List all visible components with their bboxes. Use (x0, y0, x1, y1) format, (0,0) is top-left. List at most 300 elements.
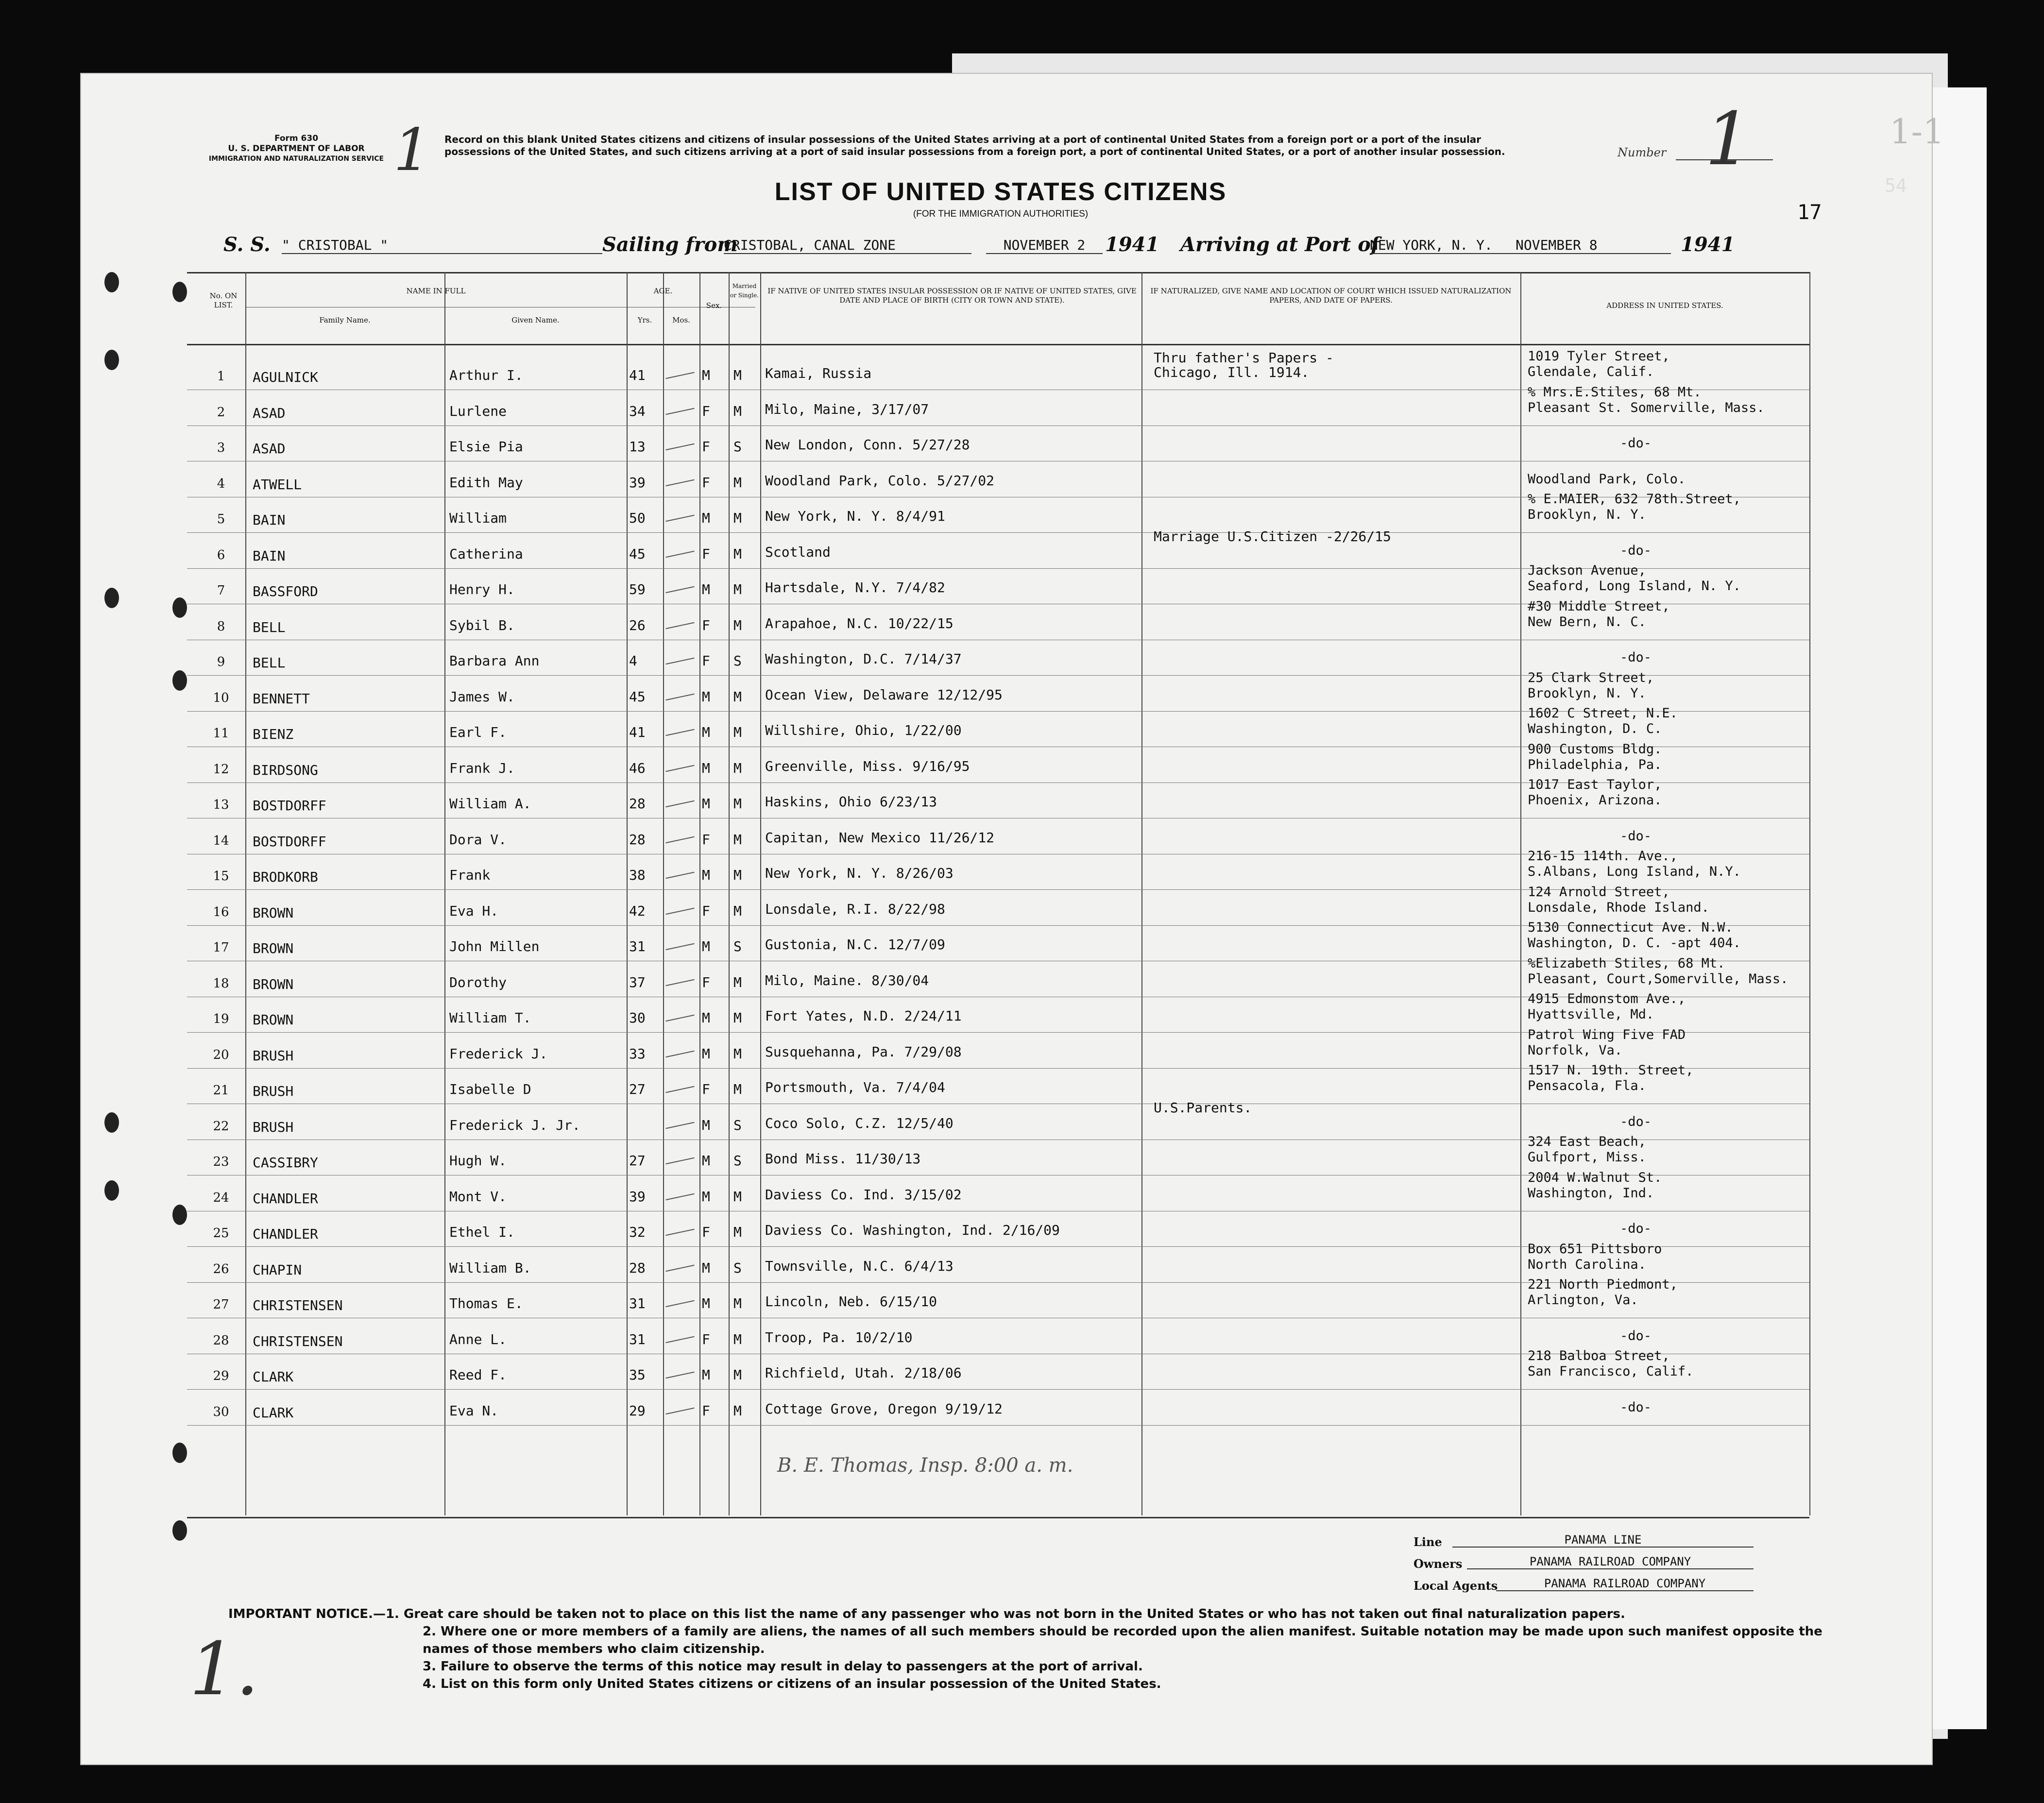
col-header-yrs: Yrs. (637, 316, 652, 324)
age-years: 34 (629, 403, 646, 419)
given-name: Dora V. (449, 832, 507, 848)
given-name: James W. (449, 689, 515, 705)
given-name: William T. (449, 1010, 531, 1026)
birth-place: Woodland Park, Colo. 5/27/02 (765, 473, 995, 489)
family-name: BELL (253, 619, 286, 635)
birth-place: Gustonia, N.C. 12/7/09 (765, 936, 945, 953)
family-name: CASSIBRY (253, 1155, 318, 1171)
age-years: 26 (629, 617, 646, 633)
given-name: Frederick J. (449, 1046, 548, 1062)
family-name: BROWN (253, 976, 294, 992)
address-line-2: Hyattsville, Md. (1528, 1007, 1654, 1022)
punch-hole (172, 670, 187, 691)
sex: M (702, 1367, 710, 1383)
age-years: 41 (629, 367, 646, 383)
address-line-2: Woodland Park, Colo. (1528, 472, 1686, 487)
address-line-2: Phoenix, Arizona. (1528, 793, 1662, 808)
address-line-2: Pleasant, Court,Somerville, Mass. (1528, 971, 1788, 987)
family-name: CHRISTENSEN (253, 1333, 343, 1349)
birth-place: New York, N. Y. 8/26/03 (765, 865, 954, 881)
sex: M (702, 938, 710, 954)
sex: M (702, 581, 710, 597)
col-divider (1520, 272, 1521, 1515)
family-name: CLARK (253, 1405, 294, 1421)
family-name: ATWELL (253, 476, 302, 493)
notice-1 (228, 1605, 1836, 1623)
col-header-age: AGE. (653, 287, 673, 295)
given-name: Eva H. (449, 903, 499, 919)
marital-status: M (733, 760, 742, 776)
col-divider (1809, 272, 1810, 1515)
family-name: BOSTDORFF (253, 833, 326, 850)
given-name: Isabelle D (449, 1081, 531, 1097)
address-line-1: % Mrs.E.Stiles, 68 Mt. (1528, 385, 1702, 400)
sex: M (702, 867, 710, 883)
family-name: BRODKORB (253, 869, 318, 885)
given-name: John Millen (449, 938, 540, 954)
form-header (199, 134, 393, 164)
family-name: BROWN (253, 1012, 294, 1028)
address-line-1: 221 North Piedmont, (1528, 1277, 1678, 1292)
row-number: 10 (213, 691, 229, 705)
age-years: 28 (629, 796, 646, 812)
address-line-2: Gulfport, Miss. (1528, 1150, 1646, 1165)
naturalization: Marriage U.S.Citizen -2/26/15 (1154, 528, 1391, 544)
address-line-2: Norfolk, Va. (1528, 1043, 1623, 1058)
birth-place: Daviess Co. Ind. 3/15/02 (765, 1187, 962, 1203)
sex: M (702, 510, 710, 526)
family-name: CHAPIN (253, 1262, 302, 1278)
marital-status: M (733, 974, 742, 990)
marital-status: S (733, 1117, 742, 1133)
address-line-2: -do- (1620, 1221, 1652, 1236)
row-number: 21 (213, 1083, 229, 1098)
intro-text: Record on this blank United States citizens and citizens of insular possessions of the United States arriving at a port of continental United States from a foreign port or a port of the insular possessions of the United States, and such citizens arriving at a port of said insular possessions from a foreign port, a port of continental United States, or a port of another insular possession. (444, 134, 1505, 157)
agents-label: Local Agents (1414, 1579, 1498, 1593)
age-years: 39 (629, 475, 646, 491)
sex: M (702, 1010, 710, 1026)
col-divider (760, 272, 761, 1515)
sex: F (702, 546, 710, 562)
birth-place: Milo, Maine. 8/30/04 (765, 972, 929, 988)
age-years: 28 (629, 1260, 646, 1276)
address-line-2: Brooklyn, N. Y. (1528, 507, 1646, 522)
family-name: BAIN (253, 548, 286, 564)
given-name: Edith May (449, 475, 523, 491)
sailing-from: CRISTOBAL, CANAL ZONE (724, 237, 971, 254)
birth-place: Portsmouth, Va. 7/4/04 (765, 1079, 945, 1095)
marital-status: S (733, 653, 742, 669)
given-name: Thomas E. (449, 1295, 523, 1311)
col-divider (444, 272, 445, 1515)
line-label: Line (1414, 1535, 1442, 1549)
naturalization: Thru father's Papers - (1154, 350, 1334, 366)
row-number: 24 (213, 1191, 229, 1205)
family-name: BELL (253, 655, 286, 671)
marital-status: S (733, 439, 742, 455)
family-name: CHANDLER (253, 1191, 318, 1207)
birth-place: Susquehanna, Pa. 7/29/08 (765, 1044, 962, 1060)
punch-hole (104, 588, 119, 608)
address-line-2: Washington, D. C. (1528, 721, 1662, 736)
given-name: Eva N. (449, 1403, 499, 1419)
marital-status: S (733, 938, 742, 954)
marital-status: M (733, 1295, 742, 1311)
age-years: 39 (629, 1189, 646, 1205)
birth-place: Capitan, New Mexico 11/26/12 (765, 830, 995, 846)
given-name: Earl F. (449, 724, 507, 740)
punch-hole (172, 1205, 187, 1225)
marital-status: M (733, 475, 742, 491)
birth-place: Willshire, Ohio, 1/22/00 (765, 722, 962, 738)
birth-place: Fort Yates, N.D. 2/24/11 (765, 1008, 962, 1024)
naturalization-2: Chicago, Ill. 1914. (1154, 364, 1310, 380)
address-line-1: 4915 Edmonstom Ave., (1528, 991, 1686, 1006)
given-name: Frank J. (449, 760, 515, 776)
family-name: BENNETT (253, 691, 310, 707)
given-name: Barbara Ann (449, 653, 540, 669)
age-years: 13 (629, 439, 646, 455)
family-name: BOSTDORFF (253, 798, 326, 814)
address-line-1: 900 Customs Bldg. (1528, 742, 1662, 757)
col-divider (1141, 272, 1142, 1515)
col-header-sex: Sex. (706, 301, 722, 310)
sex: F (702, 1224, 710, 1240)
marital-status: M (733, 1331, 742, 1347)
row-number: 12 (213, 762, 229, 777)
punch-hole (172, 597, 187, 618)
address-line-1: 1019 Tyler Street, (1528, 349, 1670, 364)
row-number: 17 (213, 940, 229, 955)
birth-place: Ocean View, Delaware 12/12/95 (765, 687, 1003, 703)
age-years: 46 (629, 760, 646, 776)
sex: F (702, 1403, 710, 1419)
given-name: Frank (449, 867, 491, 883)
age-years: 37 (629, 974, 646, 990)
given-name: Mont V. (449, 1189, 507, 1205)
address-line-2: New Bern, N. C. (1528, 614, 1646, 629)
sex: M (702, 689, 710, 705)
address-line-1: 218 Balboa Street, (1528, 1348, 1670, 1363)
marital-status: M (733, 1403, 742, 1419)
address-line-1: Jackson Avenue, (1528, 563, 1646, 578)
row-number: 29 (213, 1369, 229, 1383)
row-number: 14 (213, 833, 229, 848)
notice-3: 3. Failure to observe the terms of this notice may result in delay to passengers at the port of arrival. (423, 1659, 1143, 1674)
sex: F (702, 1081, 710, 1097)
given-name: Arthur I. (449, 367, 523, 383)
col-divider (245, 272, 246, 1515)
given-name: Sybil B. (449, 617, 515, 633)
row-number: 3 (217, 441, 225, 455)
marital-status: M (733, 1189, 742, 1205)
given-name: Henry H. (449, 581, 515, 597)
sex: F (702, 653, 710, 669)
given-name: William A. (449, 796, 531, 812)
birth-place: Washington, D.C. 7/14/37 (765, 651, 962, 667)
sailing-year: 1941 (1105, 233, 1159, 256)
footer-block (1414, 1535, 1812, 1603)
marital-status: M (733, 617, 742, 633)
col-header-mos: Mos. (672, 316, 690, 324)
owners-value: PANAMA RAILROAD COMPANY (1467, 1555, 1754, 1569)
marital-status: S (733, 1153, 742, 1169)
birth-place: Milo, Maine, 3/17/07 (765, 401, 929, 417)
row-number: 18 (213, 976, 229, 991)
sex: F (702, 1331, 710, 1347)
address-line-2: Pleasant St. Somerville, Mass. (1528, 400, 1765, 415)
age-years: 59 (629, 581, 646, 597)
arriving-label: Arriving at Port of (1180, 233, 1380, 256)
col-divider (729, 272, 730, 1515)
punch-hole (104, 272, 119, 292)
row-number: 4 (217, 476, 225, 491)
sex: F (702, 903, 710, 919)
col-header-family: Family Name. (319, 316, 371, 324)
given-name: Elsie Pia (449, 439, 523, 455)
row-number: 20 (213, 1048, 229, 1062)
line-value: PANAMA LINE (1452, 1533, 1754, 1548)
row-number: 5 (217, 512, 225, 527)
punch-hole (104, 350, 119, 370)
birth-place: Richfield, Utah. 2/18/06 (765, 1365, 962, 1381)
sex: M (702, 367, 710, 383)
family-name: BASSFORD (253, 583, 318, 599)
punch-hole (104, 1112, 119, 1133)
page-subtitle: (FOR THE IMMIGRATION AUTHORITIES) (913, 209, 1089, 219)
sex: F (702, 617, 710, 633)
arriving-year: 1941 (1681, 233, 1735, 256)
marital-status: M (733, 867, 742, 883)
arriving-port: NEW YORK, N. Y. (1370, 237, 1516, 254)
number-value: 1 (1705, 97, 1752, 182)
row-number: 30 (213, 1405, 229, 1419)
sex: M (702, 1153, 710, 1169)
address-line-2: Seaford, Long Island, N. Y. (1528, 578, 1741, 594)
sex: M (702, 724, 710, 740)
header-divider (187, 344, 1809, 345)
marital-status: M (733, 796, 742, 812)
marital-status: M (733, 903, 742, 919)
marital-status: M (733, 546, 742, 562)
marital-status: M (733, 1081, 742, 1097)
address-line-1: 1017 East Taylor, (1528, 777, 1662, 792)
marital-status: M (733, 510, 742, 526)
number-field (1618, 146, 1778, 165)
address-line-2: Lonsdale, Rhode Island. (1528, 900, 1709, 915)
birth-place: Scotland (765, 544, 831, 560)
marital-status: M (733, 367, 742, 383)
age-years: 31 (629, 1331, 646, 1347)
given-name: Reed F. (449, 1367, 507, 1383)
marital-status: M (733, 1046, 742, 1062)
marital-status: M (733, 581, 742, 597)
arriving-date: NOVEMBER 8 (1516, 237, 1671, 254)
row-number: 23 (213, 1155, 229, 1169)
address-line-2: Glendale, Calif. (1528, 364, 1654, 379)
age-years: 33 (629, 1046, 646, 1062)
birth-place: Lincoln, Neb. 6/15/10 (765, 1293, 937, 1310)
address-line-2: Washington, D. C. -apt 404. (1528, 936, 1741, 951)
margin-mark: 1. (189, 1627, 259, 1712)
birth-place: Haskins, Ohio 6/23/13 (765, 794, 937, 810)
col-header-address: ADDRESS IN UNITED STATES. (1606, 301, 1723, 310)
row-number: 28 (213, 1333, 229, 1348)
family-name: CHANDLER (253, 1226, 318, 1242)
punch-hole (172, 282, 187, 302)
marital-status: M (733, 1224, 742, 1240)
age-years: 27 (629, 1153, 646, 1169)
row-number: 1 (217, 369, 225, 384)
sailing-label: Sailing from (602, 233, 738, 256)
row-rule (187, 1389, 1809, 1390)
row-number: 9 (217, 655, 225, 669)
address-line-1: 1602 C Street, N.E. (1528, 706, 1678, 721)
sailing-date: NOVEMBER 2 (986, 237, 1103, 254)
col-header-given: Given Name. (511, 316, 560, 324)
agents-value: PANAMA RAILROAD COMPANY (1496, 1577, 1754, 1591)
marital-status: M (733, 403, 742, 419)
age-years: 31 (629, 1295, 646, 1311)
birth-place: Arapahoe, N.C. 10/22/15 (765, 615, 954, 631)
age-years: 32 (629, 1224, 646, 1240)
given-name: Frederick J. Jr. (449, 1117, 580, 1133)
address-line-2: -do- (1620, 543, 1652, 558)
birth-place: Coco Solo, C.Z. 12/5/40 (765, 1115, 954, 1131)
age-years: 42 (629, 903, 646, 919)
service-name: IMMIGRATION AND NATURALIZATION SERVICE (208, 155, 384, 163)
sex: F (702, 832, 710, 848)
row-rule (187, 425, 1809, 426)
row-number: 19 (213, 1012, 229, 1026)
birth-place: New London, Conn. 5/27/28 (765, 437, 970, 453)
sex: F (702, 475, 710, 491)
age-years: 35 (629, 1367, 646, 1383)
family-name: BIENZ (253, 726, 294, 742)
address-line-1: Box 651 Pittsboro (1528, 1242, 1662, 1257)
address-line-2: -do- (1620, 1114, 1652, 1129)
inspector-note: B. E. Thomas, Insp. 8:00 a. m. (777, 1454, 1073, 1477)
birth-place: Lonsdale, R.I. 8/22/98 (765, 901, 945, 917)
address-line-1: 5130 Connecticut Ave. N.W. (1528, 920, 1733, 935)
address-line-1: 324 East Beach, (1528, 1134, 1646, 1149)
marital-status: M (733, 689, 742, 705)
sex: M (702, 1117, 710, 1133)
birth-place: New York, N. Y. 8/4/91 (765, 508, 945, 524)
notice-1-text: —1. Great care should be taken not to place on this list the name of any passenger who was not born in the United States or who has not taken out final naturalization papers. (373, 1607, 1625, 1621)
birth-place: Kamai, Russia (765, 365, 872, 381)
address-line-2: Pensacola, Fla. (1528, 1078, 1646, 1093)
sex: F (702, 439, 710, 455)
row-number: 13 (213, 798, 229, 812)
row-number: 11 (213, 726, 229, 741)
address-line-2: Washington, Ind. (1528, 1186, 1654, 1201)
family-name: BROWN (253, 905, 294, 921)
address-line-2: Arlington, Va. (1528, 1293, 1638, 1308)
address-line-1: 216-15 114th. Ave., (1528, 849, 1678, 864)
form-mark: 1 (393, 117, 431, 184)
sex: M (702, 1260, 710, 1276)
col-divider (663, 272, 664, 1515)
age-years: 30 (629, 1010, 646, 1026)
notice-4: 4. List on this form only United States citizens or citizens of an insular possession of the United States. (423, 1677, 1161, 1691)
address-line-1: % E.MAIER, 632 78th.Street, (1528, 492, 1741, 507)
row-number: 6 (217, 548, 225, 562)
sex: M (702, 1046, 710, 1062)
sex: M (702, 796, 710, 812)
family-name: BAIN (253, 512, 286, 528)
row-number: 7 (217, 583, 225, 598)
given-name: Lurlene (449, 403, 507, 419)
row-number: 27 (213, 1297, 229, 1312)
corner-mark: 1-1 (1890, 112, 1944, 152)
sex: F (702, 974, 710, 990)
form-number: Form 630 (274, 134, 319, 143)
naturalization: U.S.Parents. (1154, 1100, 1252, 1116)
address-line-2: North Carolina. (1528, 1257, 1646, 1272)
row-number: 22 (213, 1119, 229, 1134)
owners-label: Owners (1414, 1557, 1463, 1571)
marital-status: M (733, 1010, 742, 1026)
notice-2: 2. Where one or more members of a family are aliens, the names of all such members should be recorded upon the alien manifest. Suitable notation may be made upon such manifest opposite the names of those members who claim citizenship. (423, 1624, 1823, 1656)
marital-status: M (733, 724, 742, 740)
col-header-married: Married or Single. (730, 283, 759, 299)
col-divider (627, 272, 628, 1515)
birth-place: Troop, Pa. 10/2/10 (765, 1329, 913, 1345)
sex: F (702, 403, 710, 419)
ship-name: " CRISTOBAL " (282, 237, 602, 254)
family-name: CHRISTENSEN (253, 1297, 343, 1313)
age-years: 45 (629, 689, 646, 705)
notice-title: IMPORTANT NOTICE. (228, 1607, 373, 1621)
age-years: 27 (629, 1081, 646, 1097)
address-line-2: San Francisco, Calif. (1528, 1364, 1694, 1379)
birth-place: Daviess Co. Washington, Ind. 2/16/09 (765, 1222, 1060, 1238)
family-name: AGULNICK (253, 369, 318, 385)
address-line-1: #30 Middle Street, (1528, 599, 1670, 614)
punch-hole (172, 1443, 187, 1463)
given-name: Catherina (449, 546, 523, 562)
address-line-1: 25 Clark Street, (1528, 670, 1654, 685)
row-rule (187, 1425, 1809, 1426)
age-years: 38 (629, 867, 646, 883)
col-header-native: IF NATIVE OF UNITED STATES INSULAR POSSESSION OR IF NATIVE OF UNITED STATES, GIVE DATE AND PLACE OF BIRTH (CITY OR TOWN AND STATE). (767, 287, 1137, 305)
department-name: U. S. DEPARTMENT OF LABOR (228, 144, 365, 153)
age-years: 4 (629, 653, 637, 669)
row-number: 26 (213, 1262, 229, 1276)
page-title: LIST OF UNITED STATES CITIZENS (774, 178, 1227, 206)
page-number: 17 (1797, 200, 1822, 224)
age-years: 45 (629, 546, 646, 562)
family-name: CLARK (253, 1369, 294, 1385)
age-years: 41 (629, 724, 646, 740)
marital-status: M (733, 832, 742, 848)
col-divider (699, 272, 700, 1515)
address-line-2: -do- (1620, 1328, 1652, 1344)
age-years: 29 (629, 1403, 646, 1419)
number-label: Number (1618, 146, 1667, 159)
row-number: 25 (213, 1226, 229, 1241)
marital-status: M (733, 1367, 742, 1383)
birth-place: Hartsdale, N.Y. 7/4/82 (765, 579, 945, 595)
address-line-1: 2004 W.Walnut St. (1528, 1170, 1662, 1185)
given-name: Ethel I. (449, 1224, 515, 1240)
age-years: 28 (629, 832, 646, 848)
marital-status: S (733, 1260, 742, 1276)
ss-label: S. S. (223, 233, 271, 256)
address-line-1: 1517 N. 19th. Street, (1528, 1063, 1694, 1078)
family-name: ASAD (253, 441, 286, 457)
